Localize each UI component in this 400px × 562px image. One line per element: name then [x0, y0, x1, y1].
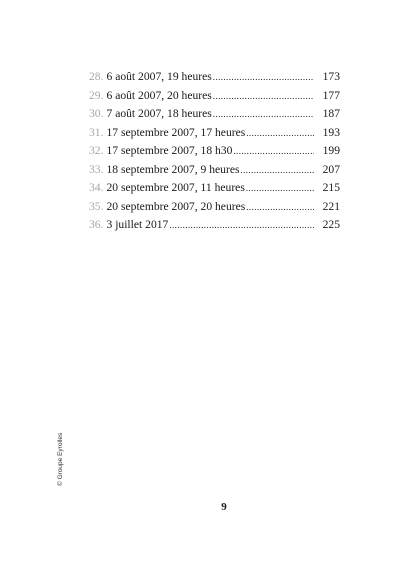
toc-entry-31[interactable] — [89, 124, 340, 143]
toc-entry-title: 7 août 2007, 18 heures — [106, 107, 212, 120]
toc-leader-dots — [233, 142, 314, 161]
toc-entry-page: 177 — [322, 88, 340, 102]
toc-leader-dots — [246, 179, 314, 198]
toc-entry-number: 29. — [89, 88, 104, 102]
toc-entry-32[interactable] — [89, 142, 340, 161]
toc-entry-number: 33. — [89, 162, 104, 176]
toc-entry-number: 34. — [89, 181, 104, 194]
toc-entry-page: 225 — [322, 218, 340, 231]
toc-entry-page: 193 — [322, 125, 340, 139]
toc-entry-title: 6 août 2007, 19 heures — [106, 70, 212, 83]
toc-entry-36[interactable] — [89, 216, 340, 235]
toc-leader-dots — [240, 161, 314, 180]
toc-leader-dots — [169, 216, 314, 235]
page-number: 9 — [221, 501, 227, 513]
toc-leader-dots — [246, 124, 314, 143]
toc-entry-title: 20 septembre 2007, 11 heures — [106, 181, 245, 194]
table-of-contents — [89, 68, 340, 235]
toc-entry-34[interactable] — [89, 179, 340, 198]
toc-entry-number: 28. — [89, 70, 104, 83]
toc-entry-number: 30. — [89, 107, 104, 120]
toc-entry-title: 6 août 2007, 20 heures — [106, 88, 212, 102]
toc-leader-dots — [213, 68, 314, 87]
toc-entry-title: 17 septembre 2007, 18 h30 — [106, 144, 233, 157]
toc-leader-dots — [213, 105, 314, 124]
toc-entry-page: 215 — [322, 181, 340, 194]
toc-entry-title: 17 septembre 2007, 17 heures — [106, 125, 246, 139]
toc-leader-dots — [246, 198, 314, 217]
toc-entry-30[interactable] — [89, 105, 340, 124]
copyright-notice: © Groupe Eyrolles — [57, 432, 64, 486]
toc-entry-page: 187 — [322, 107, 340, 120]
toc-entry-28[interactable] — [89, 68, 340, 87]
toc-entry-35[interactable] — [89, 198, 340, 217]
toc-entry-number: 31. — [89, 125, 104, 139]
toc-entry-page: 221 — [322, 199, 340, 213]
toc-entry-title: 3 juillet 2017 — [106, 218, 169, 231]
toc-entry-33[interactable] — [89, 161, 340, 180]
toc-entry-title: 20 septembre 2007, 20 heures — [106, 199, 246, 213]
toc-entry-page: 199 — [322, 144, 340, 157]
toc-entry-page: 207 — [322, 162, 340, 176]
toc-entry-number: 36. — [89, 218, 104, 231]
toc-entry-page: 173 — [322, 70, 340, 83]
toc-entry-number: 35. — [89, 199, 104, 213]
toc-entry-29[interactable] — [89, 87, 340, 106]
toc-entry-number: 32. — [89, 144, 104, 157]
toc-leader-dots — [213, 87, 314, 106]
toc-entry-title: 18 septembre 2007, 9 heures — [106, 162, 240, 176]
